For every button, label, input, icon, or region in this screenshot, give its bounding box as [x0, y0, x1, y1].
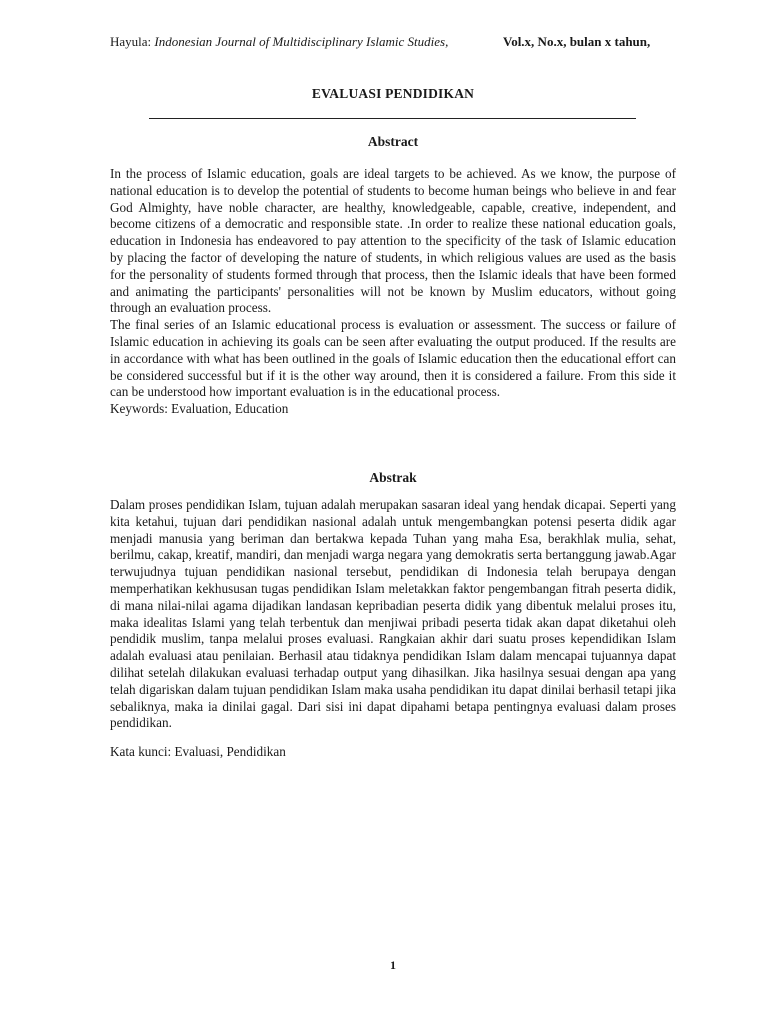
header-prefix: Hayula:: [110, 34, 155, 49]
kata-kunci: Kata kunci: Evaluasi, Pendidikan: [110, 744, 286, 760]
abstract-english: [110, 166, 676, 418]
title-divider: [149, 118, 636, 119]
article-title: EVALUASI PENDIDIKAN: [311, 86, 475, 101]
abstract-indonesian: [110, 497, 676, 761]
abstract-paragraph: The final series of an Islamic educational process is evaluation or assessment. The success or failure of Islamic education in achieving its goals can be seen after evaluating the output produced. If the results are in accordance with what has been outlined in the goals of Islamic education then the educational effort can be considered successful but if it is the other way around, then it is considered a failure. From this side it can be understood how important evaluation is in the educational process.: [110, 317, 676, 400]
running-header: [110, 34, 670, 50]
abstrak-heading: Abstrak: [369, 470, 417, 485]
abstrak-paragraph: Dalam proses pendidikan Islam, tujuan adalah merupakan sasaran ideal yang hendak dicapai. Seperti yang kita ketahui, tujuan dari pendidikan nasional adalah untuk mengembangkan potensi peserta didik agar menjadi manusia yang beriman dan bertakwa kepada Tuhan yang maha Esa, berakhlak mulia, sehat, berilmu, cakap, kreatif, mandiri, dan menjadi warga negara yang demokratis serta bertanggung jawab.Agar terwujudnya tujuan pendidikan nasional tersebut, pendidikan di Indonesia telah berupaya dengan memperhatikan kekhususan tugas pendidikan Islam meletakkan faktor pengembangan fitrah peserta didik, di mana nilai-nilai agama dijadikan landasan kepribadian peserta didik yang dibentuk melalui proses itu, maka idealitas Islami yang telah terbentuk dan menjiwai pribadi peserta tidak akan dapat diketahui oleh pendidik muslim, tanpa melalui proses evaluasi. Rangkaian akhir dari suatu proses kependidikan Islam adalah evaluasi atau penilaian. Berhasil atau tidaknya pendidikan Islam dalam mencapai tujuannya dapat dilihat setelah dilakukan evaluasi terhadap output yang dihasilkan. Jika hasilnya sesuai dengan apa yang telah digariskan dalam tujuan pendidikan Islam maka usaha pendidikan itu dapat dinilai berhasil tetapi jika sebaliknya, maka ia dinilai gagal. Dari sisi ini dapat dipahami betapa pentingnya evaluasi dalam proses pendidikan.: [110, 497, 676, 731]
volume-info: Vol.x, No.x, bulan x tahun,: [503, 34, 651, 49]
journal-name: Indonesian Journal of Multidisciplinary Islamic Studies,: [154, 34, 449, 49]
keywords: Keywords: Evaluation, Education: [110, 401, 289, 417]
page-number: 1: [390, 958, 396, 972]
abstract-paragraph: In the process of Islamic education, goals are ideal targets to be achieved. As we know, the purpose of national education is to develop the potential of students to become human beings who believe in and fear God Almighty, have noble character, are healthy, knowledgeable, capable, creative, independent, and become citizens of a democratic and responsible state. .In order to realize these national education goals, education in Indonesia has endeavored to pay attention to the specificity of the task of Islamic education by placing the factor of developing the nature of students, in which religious values are used as the basis for the personality of students formed through that process, then the Islamic ideals that have been formed and animating the participants' personalities will not be known by Muslim educators, without going through an evaluation process.: [110, 166, 676, 316]
abstract-heading: Abstract: [367, 134, 419, 149]
